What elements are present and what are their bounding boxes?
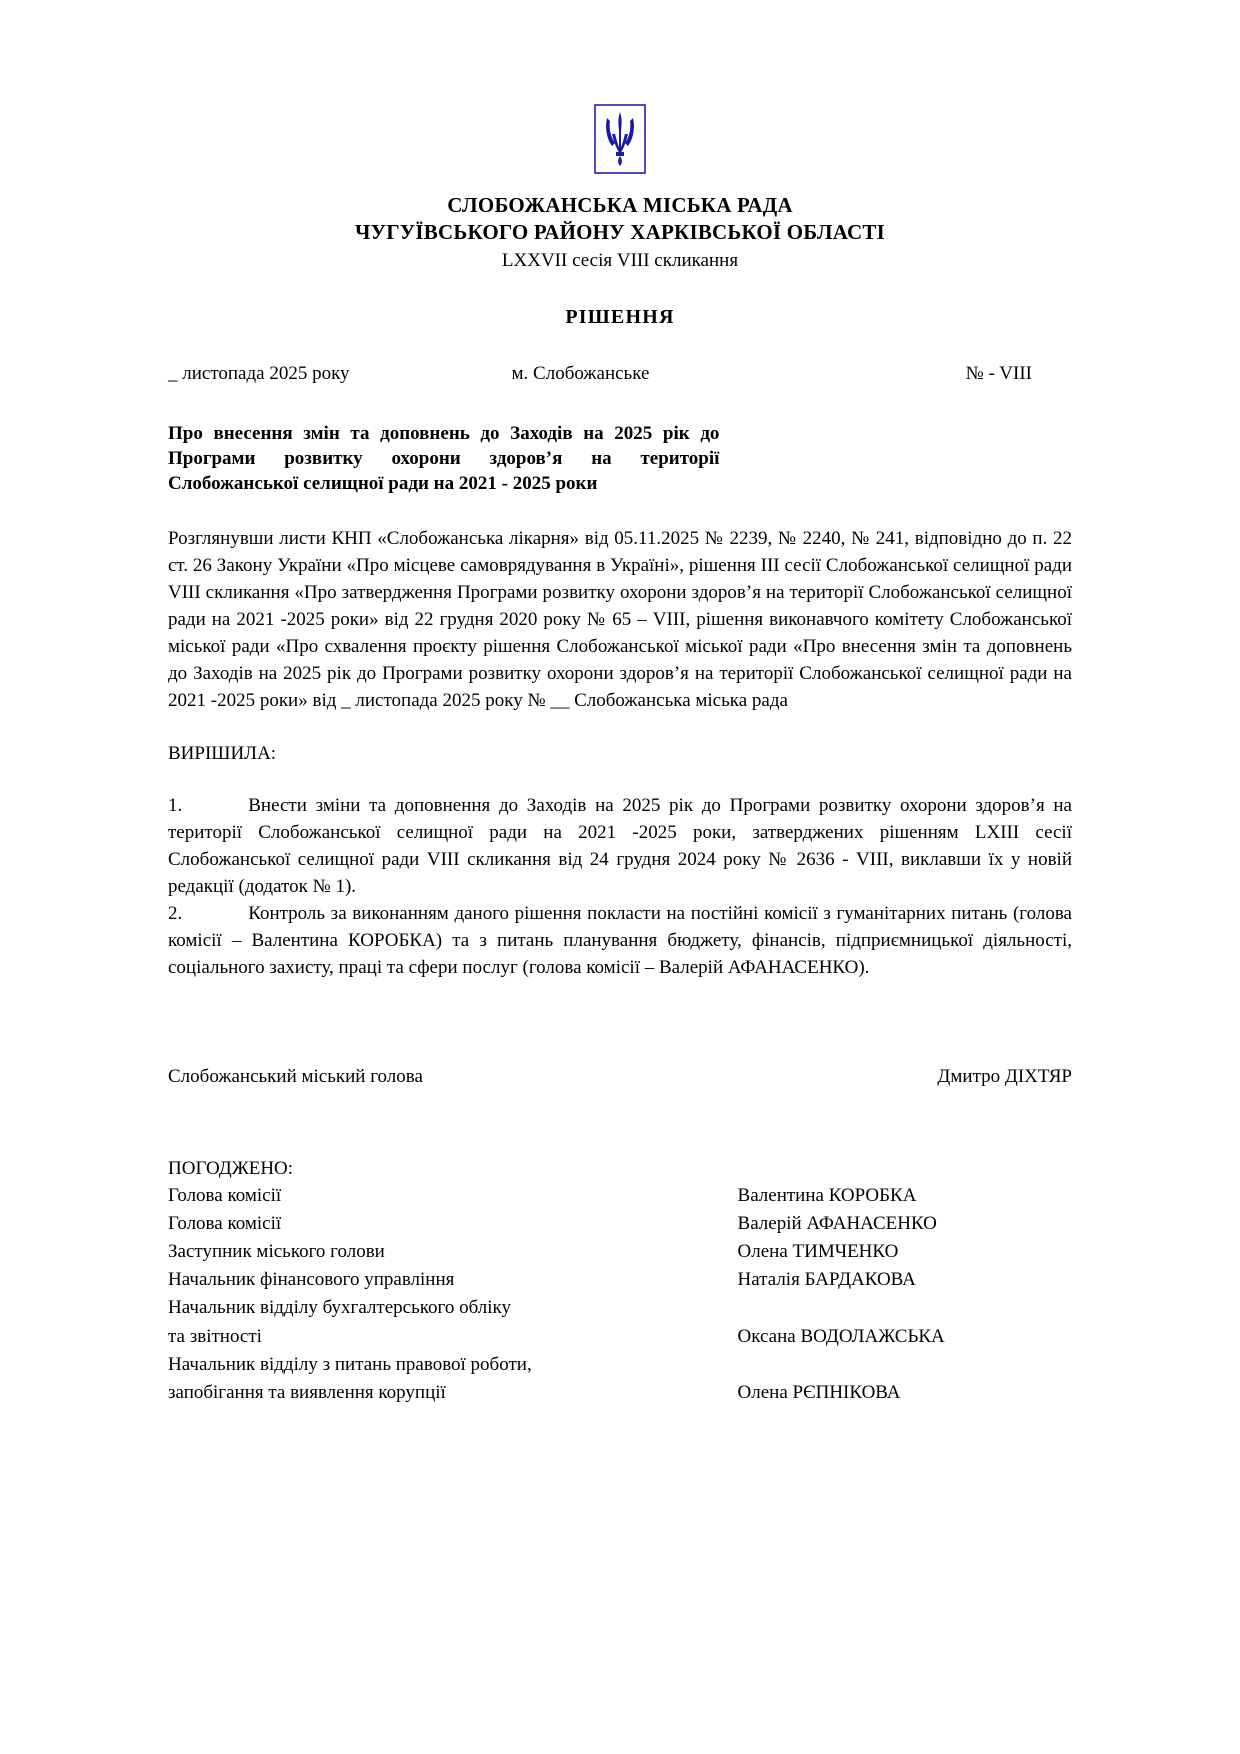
decision-item-2-text: Контроль за виконанням даного рішення покласти на постійні комісії з гуманітарних питань (голова комісії – Валентина КОРОБКА) та з питань планування бюджету, фінансів, підприємницької діяльності, соціального захисту, праці та сфери послуг (голова комісії – Валерій АФАНАСЕНКО). — [168, 902, 1072, 978]
signature-name: Дмитро ДІХТЯР — [937, 1065, 1072, 1087]
decision-keyword: ВИРІШИЛА: — [168, 742, 277, 764]
signature-row — [168, 1066, 1072, 1088]
approval-role: Голова комісії — [168, 1184, 282, 1206]
approval-role: запобігання та виявлення корупції — [168, 1382, 446, 1404]
approval-role: Начальник відділу з питань правової роботи, — [168, 1353, 532, 1375]
approvals-label: ПОГОДЖЕНО: — [168, 1157, 294, 1179]
signature-role: Слобожанський міський голова — [168, 1065, 423, 1087]
organization-title-line1: СЛОБОЖАНСЬКА МІСЬКА РАДА — [447, 193, 793, 217]
organization-title-line2: ЧУГУЇВСЬКОГО РАЙОНУ ХАРКІВСЬКОЇ ОБЛАСТІ — [355, 219, 885, 244]
table-row — [168, 1294, 1072, 1322]
approval-person: Оксана ВОДОЛАЖСЬКА — [737, 1325, 945, 1347]
document-date: _ листопада 2025 року — [168, 362, 350, 384]
document-meta-row — [168, 363, 1072, 385]
table-row — [168, 1238, 1072, 1266]
table-row — [168, 1379, 1072, 1407]
table-row — [168, 1323, 1072, 1351]
approval-role: Начальник відділу бухгалтерського обліку — [168, 1297, 512, 1319]
approval-role: та звітності — [168, 1325, 262, 1347]
session-line: LXXVII сесія VIII скликання — [501, 249, 739, 271]
table-row — [168, 1266, 1072, 1294]
approval-role: Голова комісії — [168, 1212, 282, 1234]
approval-person: Валерій АФАНАСЕНКО — [737, 1212, 937, 1234]
decision-item-2-number: 2. — [168, 902, 183, 924]
approval-person: Олена ТИМЧЕНКО — [737, 1240, 899, 1262]
document-subject: Про внесення змін та доповнень до Заходів на 2025 рік до Програми розвитку охорони здоров’я на території Слобожанської селищної ради на 2021 - 2025 роки — [168, 422, 720, 494]
approval-person: Наталія БАРДАКОВА — [737, 1269, 916, 1291]
ukraine-trident-emblem — [594, 104, 646, 174]
approval-person — [738, 1351, 1072, 1379]
decision-item-2 — [168, 901, 1072, 982]
approvals-table — [168, 1182, 1072, 1408]
organization-title — [168, 192, 1072, 246]
table-row — [168, 1210, 1072, 1238]
decision-item-1-text: Внести зміни та доповнення до Заходів на 2025 рік до Програми розвитку охорони здоров’я на території Слобожанської селищної ради на 2021 -2025 роки, затверджених рішенням LXIII сесії Слобожанської селищної ради VIII скликання від 24 грудня 2024 року № 2636 - VIII, виклавши їх у новій редакції (додаток № 1). — [168, 794, 1072, 897]
approval-role: Заступник міського голови — [168, 1240, 385, 1262]
approval-role: Начальник фінансового управління — [168, 1269, 455, 1291]
document-place: м. Слобожанське — [511, 362, 650, 384]
document-number: № - VIII — [965, 362, 1032, 384]
decision-items — [168, 793, 1072, 982]
emblem-container — [168, 104, 1072, 174]
table-row — [168, 1351, 1072, 1379]
document-type-heading: РІШЕННЯ — [565, 305, 675, 328]
table-row — [168, 1182, 1072, 1210]
decision-item-1-number: 1. — [168, 794, 183, 816]
approval-person: Валентина КОРОБКА — [737, 1184, 917, 1206]
preamble-paragraph: Розглянувши листи КНП «Слобожанська лікарня» від 05.11.2025 № 2239, № 2240, № 241, відповідно до п. 22 ст. 26 Закону України «Про місцеве самоврядування в Україні», рішення III сесії Слобожанської селищної ради VIII скликання «Про затвердження Програми розвитку охорони здоров’я на території Слобожанської селищної ради на 2021 -2025 роки» від 22 грудня 2020 року № 65 – VIII, рішення виконавчого комітету Слобожанської міської ради «Про схвалення проєкту рішення Слобожанської міської ради «Про внесення змін та доповнень до Заходів на 2025 рік до Програми розвитку охорони здоров’я на території Слобожанської селищної ради на 2021 -2025 роки» від _ листопада 2025 року № __ Слобожанська міська рада — [168, 527, 1072, 711]
decision-item-1 — [168, 793, 1072, 901]
approval-person: Олена РЄПНІКОВА — [737, 1382, 901, 1404]
approval-person — [738, 1294, 1072, 1322]
